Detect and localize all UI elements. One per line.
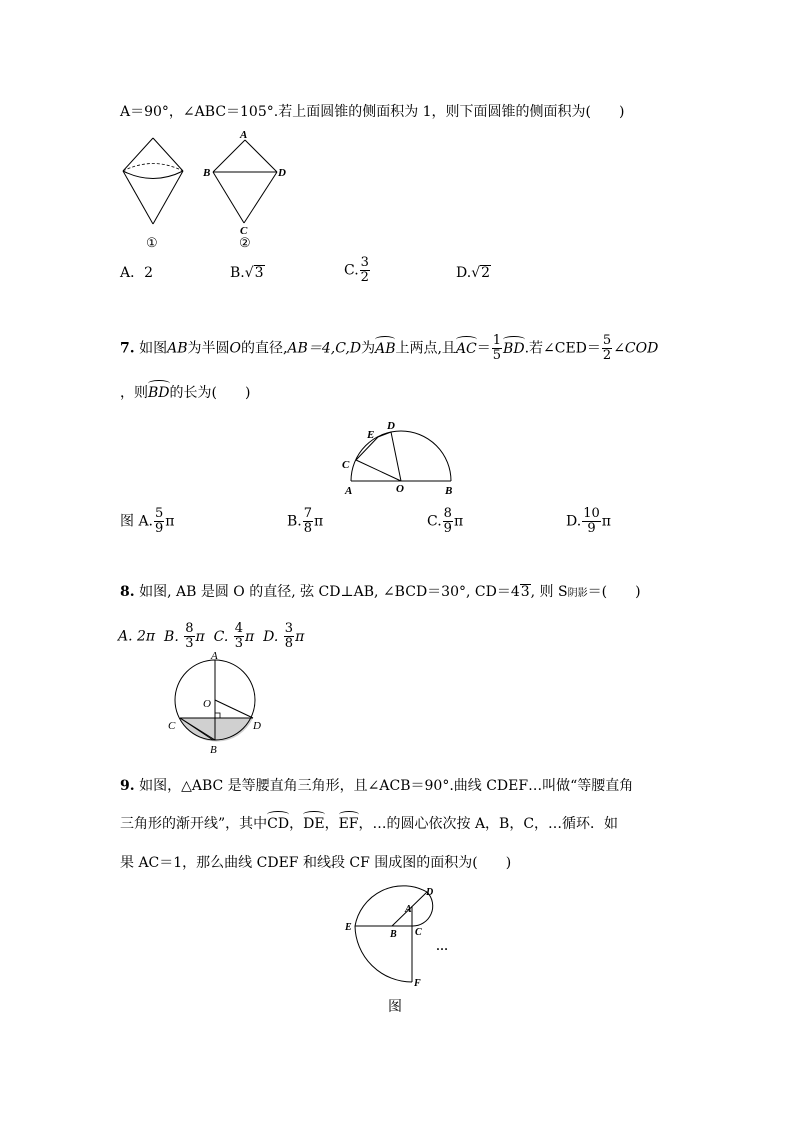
q7-number: 7. <box>120 340 135 357</box>
point-A: A <box>240 130 248 141</box>
point-O: O <box>203 698 211 710</box>
q6-figure <box>115 130 315 255</box>
q8-options <box>118 622 304 651</box>
fig1-label: ① <box>146 235 158 250</box>
point-E: E <box>345 922 352 933</box>
point-D: D <box>278 167 286 179</box>
q6-option-b: B.√3 <box>230 265 264 281</box>
point-C: C <box>240 225 248 237</box>
point-F: F <box>414 978 421 989</box>
point-D: D <box>387 420 395 432</box>
q7-semicircle-figure <box>335 415 465 500</box>
quadrilateral-figure <box>213 140 277 223</box>
point-E: E <box>367 429 375 441</box>
q9-line2: 三角形的渐开线”，其中CD，DE，EF，…的圆心依次按 A，B，C，…循环．如 <box>120 816 619 832</box>
point-B: B <box>210 744 217 756</box>
q8-stem: 8. 如图, AB 是圆 O 的直径, 弦 CD⊥AB, ∠BCD＝30°, CD＝43, 则 S阴影＝( ) <box>120 584 641 600</box>
q6-stem: A＝90°，∠ABC＝105°.若上面圆锥的侧面积为 1，则下面圆锥的侧面积为( ) <box>120 104 625 120</box>
q9-number: 9. <box>120 778 135 794</box>
point-D: D <box>253 720 261 732</box>
point-A: A <box>345 485 353 497</box>
point-C: C <box>168 720 176 732</box>
q8-circle-figure <box>165 648 275 758</box>
point-B: B <box>390 929 397 940</box>
q6-option-a: A．2 <box>120 265 154 281</box>
point-A: A <box>405 904 412 915</box>
q9-line3: 果 AC＝1，那么曲线 CDEF 和线段 CF 围成图的面积为( ) <box>120 855 512 871</box>
q7-option-d: D. $\frac{10}{9}$ π <box>566 506 611 536</box>
point-D: D <box>426 887 434 898</box>
point-C: C <box>415 927 422 938</box>
q7-option-a: 图 A. $\frac{5}{9}$ π <box>120 506 175 536</box>
double-cone-figure <box>123 138 183 224</box>
q7-option-c: C. $\frac{8}{9}$ π <box>427 506 464 536</box>
q8-number: 8. <box>120 584 135 600</box>
q8-option-b: B. $\frac{8}{3}$ π <box>164 621 205 651</box>
q6-option-c: C. $\frac{3}{2}$ <box>344 255 369 285</box>
q6-option-d: D.√2 <box>456 265 491 281</box>
q9-involute-figure <box>335 880 465 995</box>
q9-figure-caption: 图 <box>388 999 402 1015</box>
fig2-label: ② <box>239 235 251 250</box>
q8-option-c: C. $\frac{4}{3}$ π <box>213 621 255 651</box>
q9-line1: 9. 如图，△ABC 是等腰直角三角形，且∠ACB＝90°.曲线 CDEF…叫做“等腰直角 <box>120 778 634 794</box>
q8-option-a: A. 2π <box>118 628 156 645</box>
q7-stem-line2: ，则BD的长为( ) <box>120 385 251 401</box>
ellipsis: … <box>436 939 448 953</box>
point-B: B <box>445 485 453 497</box>
point-C: C <box>342 459 350 471</box>
q7-option-b: B. $\frac{7}{8}$ π <box>287 506 324 536</box>
point-A: A <box>211 650 218 662</box>
q8-option-d: D. $\frac{3}{8}$ π <box>263 621 305 651</box>
point-O: O <box>396 483 404 495</box>
q7-stem: 7. 如图AB为半圆O的直径,AB＝4,C,D为AB上两点,且AC＝ $\frac{1}{5}$ BD.若∠CED＝ $\frac{5}{2}$ ∠COD <box>120 333 659 363</box>
point-B: B <box>203 167 211 179</box>
